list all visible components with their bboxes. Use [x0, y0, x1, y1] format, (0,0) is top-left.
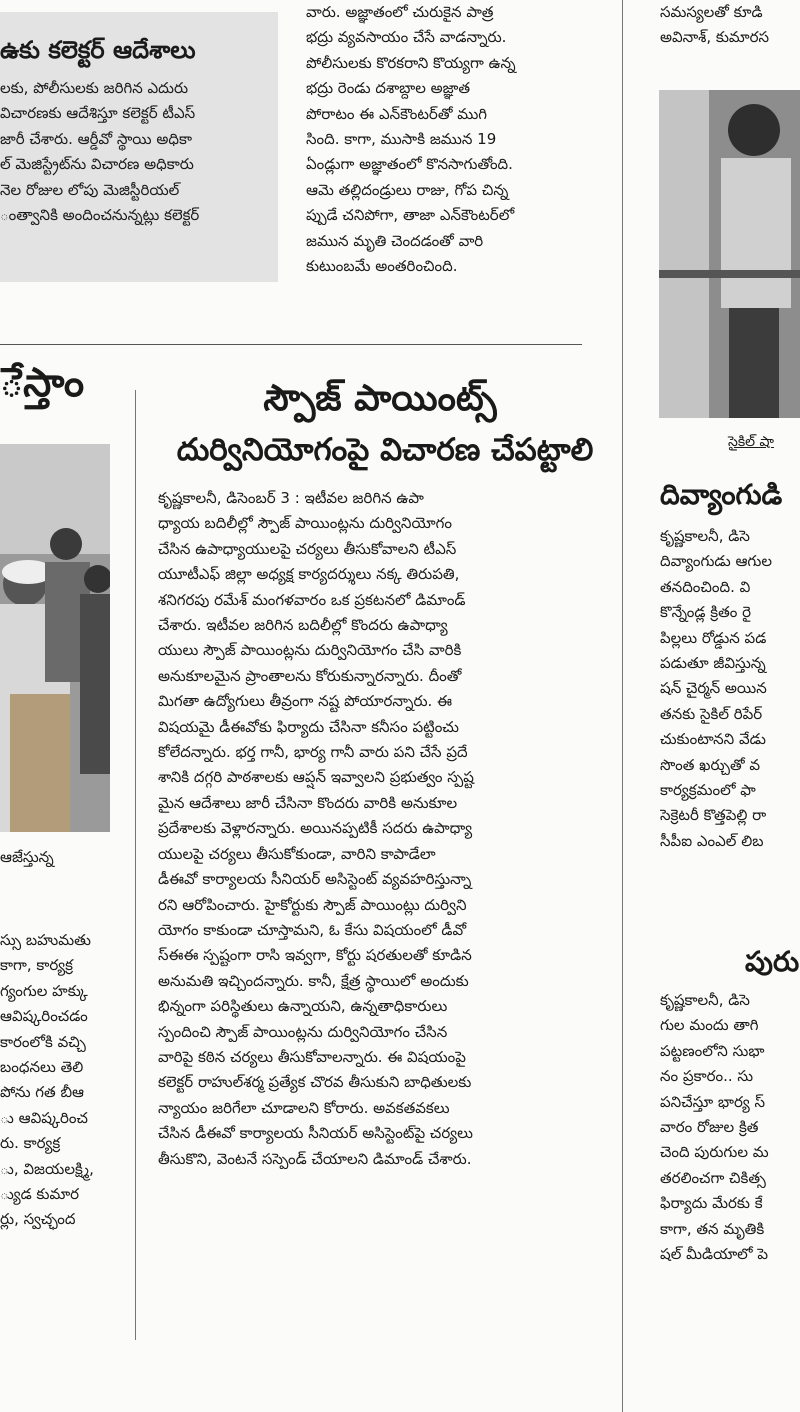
- text-line: ఆవిష్కరించడం: [0, 1007, 88, 1026]
- spouse-points-subheadline: దుర్వినియోగంపై విచారణ చేపట్టాలి: [176, 432, 594, 468]
- text-line: స్ఈఈ స్పష్టంగా రాసి ఇవ్వగా, కోర్టు షరతులతో కూడిన: [158, 946, 472, 965]
- text-line: వారిపై కఠిన చర్యలు తీసుకోవాలన్నారు. ఈ విషయంపై: [158, 1047, 466, 1066]
- text-line: యోగం కాకుండా చూస్తామని, ఓ కేసు విషయంలో డీవో: [158, 920, 467, 939]
- text-line: ు ఆవిష్కరించ: [0, 1108, 88, 1127]
- text-line: కృష్ణకాలనీ, డిసెంబర్ 3 : ఇటీవల జరిగిన ఉపా: [158, 489, 424, 507]
- text-line: జమున మృతి చెందడంతో వారి: [306, 231, 484, 250]
- text-line: ఆమె తల్లిదండ్రులు రాజు, గోప చిన్న: [306, 180, 509, 199]
- text-line: గుల మందు తాగి: [660, 1016, 759, 1035]
- text-line: ఏండ్లుగా అజ్ఞాతంలో కొనసాగుతోంది.: [306, 155, 513, 174]
- text-line: భిన్నంగా పరిస్థితులు ఉన్నాయని, ఉన్నతాధికారులు: [158, 997, 448, 1016]
- text-line: యులపై చర్యలు తీసుకోకుండా, వారిని కాపాడేలా: [158, 844, 436, 863]
- text-line: అనుకూలమైన ప్రాంతాలను కోరుకున్నారన్నారు. దీంతో: [158, 666, 462, 685]
- text-line: జారీ చేశారు. ఆర్డీవో స్థాయి అధికా: [0, 129, 192, 148]
- text-line: పోలీసులకు కొరకరాని కొయ్యగా ఉన్న: [306, 53, 516, 72]
- text-line: పోను గత బీఆ: [0, 1083, 85, 1102]
- text-line: కొన్నేండ్ల క్రితం రై: [660, 603, 752, 622]
- text-line: ఫిర్యాదు మేరకు కే: [660, 1194, 763, 1213]
- text-line: కోలేదన్నారు. భర్త గానీ, భార్య గానీ వారు పని చేసే ప్రదే: [158, 743, 468, 762]
- second-right-body: [660, 988, 800, 1267]
- text-line: పడుతూ జీవిస్తున్న: [660, 654, 766, 673]
- column-divider-left: [135, 390, 136, 1340]
- text-line: శనిగరపు రమేశ్ మంగళవారం ఒక ప్రకటనలో డిమాండ్: [158, 590, 466, 609]
- text-line: ంత్వానికి అందించనున్నట్లు కలెక్టర్: [0, 206, 200, 225]
- text-line: మిగతా ఉద్యోగులు తీవ్రంగా నష్ట పోయారన్నారు. ఈ: [158, 692, 453, 711]
- section-divider-top: [0, 344, 582, 345]
- text-line: పనిచేస్తూ భార్య స్: [660, 1092, 766, 1111]
- left-photo-caption: ఆజేస్తున్న: [0, 848, 54, 866]
- text-line: సమస్యలతో కూడి: [660, 3, 763, 21]
- text-line: చేశారు. ఇటీవల జరిగిన బదిలీల్లో కొందరు ఉపాధ్యా: [158, 616, 448, 635]
- collector-order-headline: ఉకు కలెక్టర్ ఆదేశాలు: [0, 36, 196, 64]
- text-line: విషయమై డీఈవోకు ఫిర్యాదు చేసినా కనీసం పట్టించు: [158, 717, 459, 736]
- text-line: ర్లు, స్వచ్ఛంద: [0, 1210, 76, 1229]
- text-line: సీపీఐ ఎంఎల్ లిబ: [660, 831, 764, 850]
- text-line: వారం రోజుల క్రిత: [660, 1118, 759, 1137]
- text-line: న్యాయం జరిగేలా చూడాలని కోరారు. అవకతవకలు: [158, 1098, 450, 1117]
- left-story-body: [0, 928, 112, 1233]
- text-line: విచారణకు ఆదేశిస్తూ కలెక్టర్ టీఎస్: [0, 104, 196, 123]
- text-line: భద్రు వ్యవసాయం చేసే వాడన్నారు.: [306, 28, 507, 47]
- text-line: కాగా, కార్యక్ర: [0, 956, 73, 975]
- text-line: ప్పుడే చనిపోగా, తాజా ఎన్‌కౌంటర్‌లో: [306, 206, 515, 225]
- text-line: పోరాటం ఈ ఎన్‌కౌంటర్‌తో ముగి: [306, 104, 488, 123]
- cycle-shop-caption: సైకిల్ షా: [728, 434, 774, 450]
- text-line: కుటుంబమే అంతరించింది.: [306, 257, 458, 276]
- encounter-story-body: [306, 0, 581, 279]
- text-line: బంధనలు తెలి: [0, 1058, 84, 1077]
- text-line: యూటీఎఫ్ జిల్లా అధ్యక్ష కార్యదర్శులు నక్క తిరుపతి,: [158, 565, 460, 584]
- text-line: చుకుంటానని వేడు: [660, 730, 766, 749]
- text-line: రు. కార్యక్ర: [0, 1134, 61, 1153]
- disabled-person-headline: దివ్యాంగుడి: [660, 478, 783, 511]
- spouse-points-headline: స్పౌజ్ పాయింట్స్: [263, 378, 497, 419]
- text-line: కృష్ణకాలనీ, డిసె: [660, 991, 750, 1009]
- text-line: ల్ మెజిస్ట్రేట్‌ను విచారణ అధికారు: [0, 155, 194, 174]
- text-line: దివ్యాంగుడు ఆగుల: [660, 552, 772, 571]
- text-line: సెక్రెటరీ కొత్తపెల్లి రా: [660, 806, 767, 825]
- text-line: తీసుకొని, వెంటనే సస్పెండ్ చేయాలని డిమాండ్ చేశారు.: [158, 1149, 472, 1168]
- text-line: లకు, పోలీసులకు జరిగిన ఎదురు: [0, 79, 189, 97]
- text-line: కారంలోకి వచ్చి: [0, 1032, 86, 1051]
- text-line: కార్యక్రమంలో ఫా: [660, 781, 756, 800]
- text-line: శానికి దగ్గరి పాఠశాలకు ఆప్షన్ ఇవ్వాలని ప్రభుత్వం స్పష్ట: [158, 768, 474, 787]
- text-line: వారు. అజ్ఞాతంలో చురుకైన పాత్ర: [306, 3, 494, 21]
- right-top-body: [660, 0, 800, 51]
- text-line: నం ప్రకారం.. సు: [660, 1067, 754, 1086]
- column-divider-right: [622, 0, 623, 1412]
- text-line: డీఈవో కార్యాలయ సీనియర్ అసిస్టెంట్ వ్యవహరిస్తున్నా: [158, 870, 472, 889]
- cycle-shop-photo: [659, 90, 800, 418]
- text-line: చేసిన డీఈవో కార్యాలయ సీనియర్ అసిస్టెంట్‌పై చర్యలు: [158, 1124, 473, 1143]
- left-story-photo: [0, 444, 110, 832]
- text-line: షన్ చైర్మన్ అయిన: [660, 679, 767, 698]
- text-line: ప్రదేశాలకు వెళ్లారన్నారు. అయినప్పటికీ సదరు ఉపాధ్యా: [158, 819, 473, 838]
- text-line: యులు స్పౌజ్ పాయింట్లను దుర్వినియోగం చేసి వారికి: [158, 641, 462, 660]
- text-line: తనకు సైకిల్ రిపేర్: [660, 704, 763, 723]
- text-line: స్సు బహుమతు: [0, 931, 91, 949]
- text-line: చెంది పురుగుల మ: [660, 1143, 769, 1162]
- text-line: స్పందించి స్పౌజ్ పాయింట్లను దుర్వినియోగం చేసిన: [158, 1022, 448, 1041]
- text-line: ధ్యాయ బదిలీల్లో స్పౌజ్ పాయింట్లను దుర్వినియోగం: [158, 514, 452, 533]
- text-line: షల్ మీడియాలో పె: [660, 1245, 769, 1264]
- text-line: భద్రు రెండు దశాబ్దాల అజ్ఞాత: [306, 79, 471, 98]
- text-line: కృష్ణకాలనీ, డిసె: [660, 527, 750, 545]
- collector-order-body: [0, 76, 270, 228]
- text-line: నెల రోజుల లోపు మెజిస్టీరియల్: [0, 180, 180, 199]
- text-line: తరలించగా చికిత్స: [660, 1168, 766, 1187]
- second-right-headline: పురు: [745, 945, 800, 978]
- text-line: చేసిన ఉపాధ్యాయులపై చర్యలు తీసుకోవాలని టీఎస్: [158, 539, 457, 558]
- text-line: అనుమతి ఇచ్చిందన్నారు. కానీ, క్షేత్ర స్థాయిలో అందుకు: [158, 971, 469, 990]
- text-line: రని ఆరోపించారు. హైకోర్టుకు స్పౌజ్ పాయింట్లు దుర్విని: [158, 895, 467, 914]
- text-line: ్యుడ కుమార: [0, 1185, 80, 1204]
- spouse-points-body: [158, 486, 584, 1172]
- text-line: కాగా, తన మృతికి: [660, 1219, 765, 1238]
- text-line: కలెక్టర్ రాహుల్‌శర్మ ప్రత్యేక చొరవ తీసుకుని బాధితులకు: [158, 1073, 472, 1092]
- text-line: గ్యంగుల హక్కు: [0, 981, 88, 1000]
- text-line: పిల్లలు రోడ్డున పడ: [660, 628, 767, 647]
- text-line: పట్టణంలోని సుభా: [660, 1041, 765, 1060]
- text-line: మైన ఆదేశాలు జారీ చేసినా కొందరు వారికి అనుకూల: [158, 793, 458, 812]
- text-line: తనదించింది. వి: [660, 577, 751, 596]
- text-line: సింది. కాగా, ముసాకి జమున 19: [306, 130, 497, 149]
- text-line: ు, విజయలక్ష్మి,: [0, 1159, 94, 1178]
- text-line: అవినాశ్, కుమారస: [660, 28, 770, 47]
- left-story-headline: ేస్తాం: [0, 360, 85, 406]
- disabled-person-body: [660, 524, 800, 854]
- text-line: సొంత ఖర్చుతో వ: [660, 755, 761, 774]
